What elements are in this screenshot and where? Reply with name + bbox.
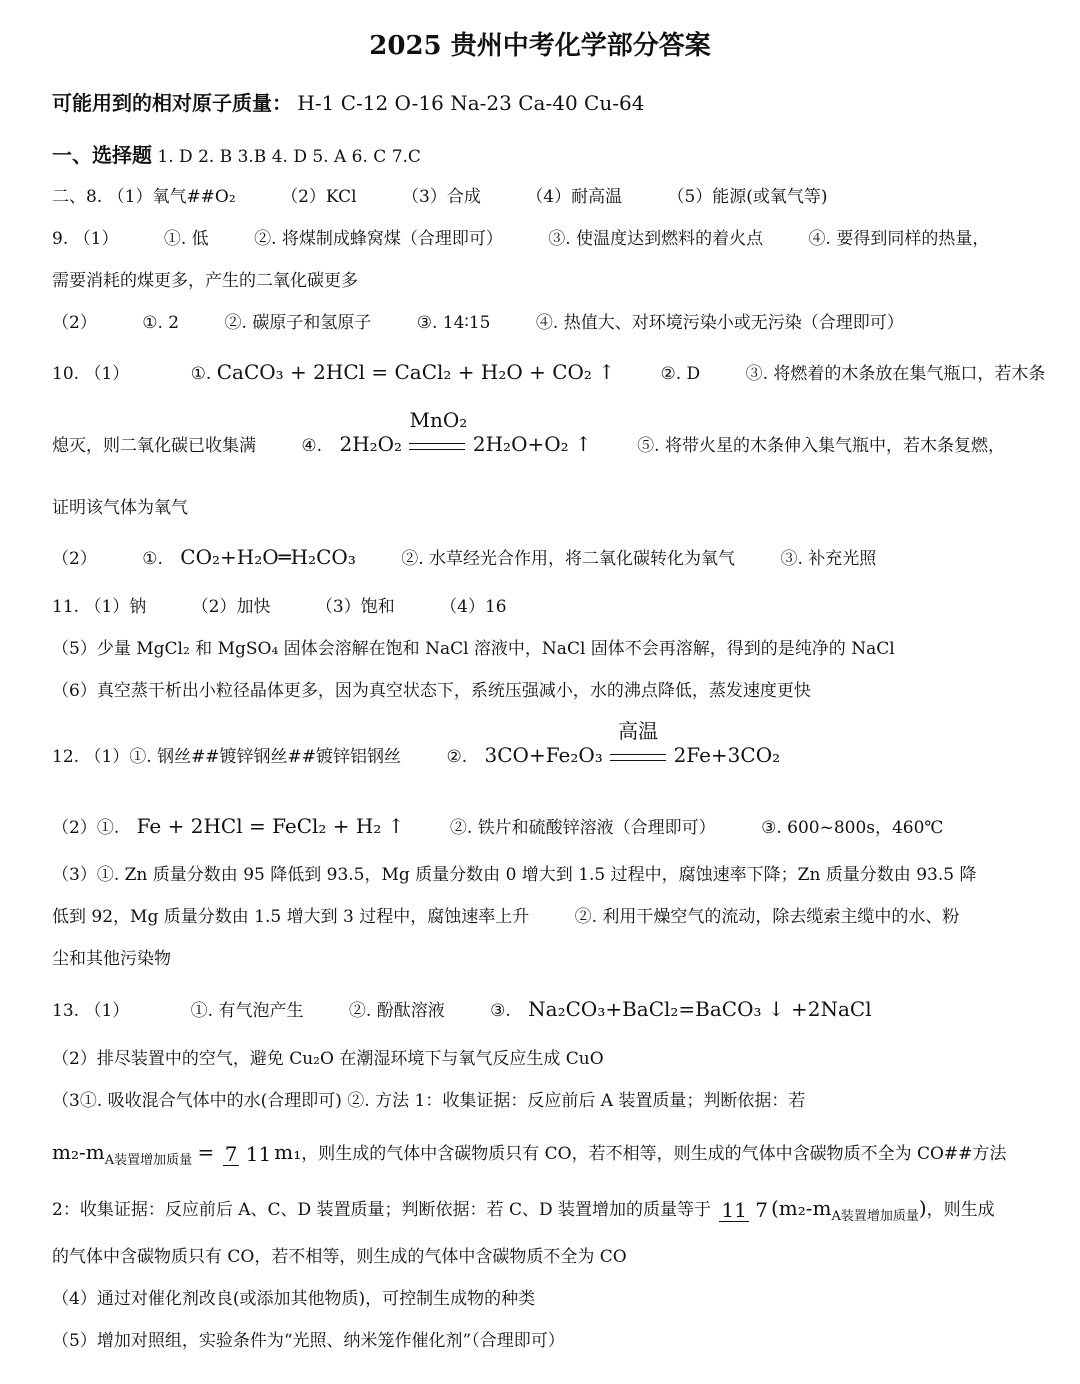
q13-label: 13. （1） <box>52 1001 130 1021</box>
q9-sub-answer-4: ④. 热值大、对环境污染小或无污染（合理即可） <box>535 313 904 333</box>
q10-sub-label: （2） <box>52 549 97 569</box>
q12-num-2: ②. <box>446 747 468 767</box>
q8-part-5: （5）能源(或氧气等) <box>667 187 828 207</box>
q13-line-7: （4）通过对催化剂改良(或添加其他物质)，可控制生成物的种类 <box>52 1289 536 1309</box>
q9-answer-1: ①. 低 <box>163 229 209 249</box>
q11-answer-1: 11. （1）钠 <box>52 597 147 617</box>
q9-line-3 <box>52 312 904 334</box>
q11-answer-2: （2）加快 <box>191 597 271 617</box>
q13-equation: Na₂CO₃+BaCl₂=BaCO₃ ↓ +2NaCl <box>528 997 872 1021</box>
q13-line-5 <box>52 1186 995 1239</box>
q1-label: 一、选择题 <box>52 143 152 167</box>
q10-num-1: ①. <box>190 364 212 384</box>
fraction-numerator: 7 <box>224 1142 238 1166</box>
fraction-denominator: 11 <box>245 1142 272 1166</box>
q13-line-3: （3①. 吸收混合气体中的水(合理即可) ②. 方法 1：收集证据：反应前后 A 装置质量；判断依据：若 <box>52 1091 806 1111</box>
q9-answer-4: ④. 要得到同样的热量， <box>808 229 990 249</box>
q1-line <box>52 144 421 168</box>
q10-answer-2: ②. D <box>660 364 701 384</box>
q13-line-2: （2）排尽装置中的空气，避免 Cu₂O 在潮湿环境下与氧气反应生成 CuO <box>52 1049 604 1069</box>
q13-equals: = <box>197 1140 215 1164</box>
fraction-numerator: 11 <box>721 1198 747 1222</box>
q9-label: 9. （1） <box>52 229 119 249</box>
q11-line-2: （5）少量 MgCl₂ 和 MgSO₄ 固体会溶解在饱和 NaCl 溶液中，NaCl 固体不会再溶解，得到的是纯净的 NaCl <box>52 639 895 659</box>
q13-fraction-7-11 <box>223 1143 272 1166</box>
q13-paren-expr: (m₂-m <box>770 1196 832 1220</box>
page-title: 2025 贵州中考化学部分答案 <box>369 31 711 61</box>
atomic-mass-values: H-1 C-12 O-16 Na-23 Ca-40 Cu-64 <box>297 91 645 115</box>
q12-answer-3b: ②. 利用干燥空气的流动，除去缆索主缆中的水、粉 <box>574 907 960 927</box>
q1-answers: 1. D 2. B 3.B 4. D 5. A 6. C 7.C <box>157 147 421 167</box>
atomic-mass-label: 可能用到的相对原子质量： <box>52 91 292 115</box>
q13-line-6: 的气体中含碳物质只有 CO，若不相等，则生成的气体中含碳物质不全为 CO <box>52 1247 627 1267</box>
q12-equation-2: Fe + 2HCl = FeCl₂ + H₂ ↑ <box>136 814 405 838</box>
q13-paren-close: ) <box>918 1196 927 1220</box>
q13-fraction-11-7 <box>719 1199 768 1222</box>
double-line-sign <box>610 754 666 761</box>
q12-text-4: 低到 92，Mg 质量分数由 1.5 增大到 3 过程中，腐蚀速率上升 <box>52 907 530 927</box>
q10-text-2: 熄灭，则二氧化碳已收集满 <box>52 436 256 456</box>
q9-sub-label: （2） <box>52 313 97 333</box>
q8-part-3: （3）合成 <box>402 187 481 207</box>
q8-part-4: （4）耐高温 <box>526 187 623 207</box>
q10-line-2 <box>52 408 1005 457</box>
q9-sub-answer-3: ③. 14∶15 <box>416 313 491 333</box>
q12-answer-1: 12. （1）①. 钢丝##镀锌钢丝##镀锌铝钢丝 <box>52 747 402 767</box>
q12-line-4 <box>52 906 959 928</box>
q10-answer-3: ③. 将燃着的木条放在集气瓶口，若木条 <box>745 364 1046 384</box>
q10-equation-3: CO₂+H₂O═H₂CO₃ <box>180 545 356 569</box>
q9-sub-answer-2: ②. 碳原子和氢原子 <box>224 313 372 333</box>
q11-answer-3: （3）饱和 <box>315 597 395 617</box>
q11-answer-4: （4）16 <box>440 597 507 617</box>
q12-eq1-reactant: 3CO+Fe₂O₃ <box>484 743 603 767</box>
q13-text-4: ，则生成的气体中含碳物质只有 CO，若不相等，则生成的气体中含碳物质不全为 CO##方法 <box>301 1144 1007 1164</box>
q10-eq2-condition <box>409 408 468 457</box>
q12-line-1 <box>52 719 781 768</box>
q12-sub-answer-2: ②. 铁片和硫酸锌溶液（合理即可） <box>449 818 716 838</box>
q13-line-1 <box>52 998 872 1022</box>
q10-sub-answer-3: ③. 补充光照 <box>780 549 877 569</box>
atomic-mass-line <box>52 92 644 116</box>
q9-sub-answer-1: ①. 2 <box>142 313 180 333</box>
q12-sub-label: （2）①. <box>52 818 120 838</box>
q11-line-1 <box>52 596 507 618</box>
q13-m2: m₂-m <box>52 1140 105 1164</box>
q10-eq2-reactant: 2H₂O₂ <box>339 432 403 456</box>
q8-part-1: 二、8. （1）氧气##O₂ <box>52 187 236 207</box>
q13-answer-1: ①. 有气泡产生 <box>190 1001 304 1021</box>
q13-num-3: ③. <box>490 1001 511 1021</box>
q12-line-3: （3）①. Zn 质量分数由 95 降低到 93.5，Mg 质量分数由 0 增大到 1.5 过程中，腐蚀速率下降；Zn 质量分数由 93.5 降 <box>52 865 977 885</box>
q12-eq1-product: 2Fe+3CO₂ <box>673 743 781 767</box>
q10-sub-num-1: ①. <box>142 549 163 569</box>
q10-line-4 <box>52 546 876 570</box>
q10-eq2-product: 2H₂O+O₂ ↑ <box>472 432 592 456</box>
q13-line-8: （5）增加对照组，实验条件为“光照、纳米笼作催化剂”（合理即可） <box>52 1331 565 1351</box>
q9-line-2: 需要消耗的煤更多，产生的二氧化碳更多 <box>52 271 358 291</box>
q10-label: 10. （1） <box>52 364 130 384</box>
q12-eq1-condition <box>610 719 666 768</box>
q10-sub-answer-2: ②. 水草经光合作用，将二氧化碳转化为氧气 <box>401 549 736 569</box>
q12-line-5: 尘和其他污染物 <box>52 949 171 969</box>
q10-eq2-catalyst: MnO₂ <box>409 408 468 432</box>
q13-text-5: 2：收集证据：反应前后 A、C、D 装置质量；判断依据：若 C、D 装置增加的质量等于 <box>52 1200 711 1220</box>
q13-m1: m₁ <box>274 1140 302 1164</box>
double-line-sign <box>409 443 465 450</box>
q13-text-5b: ，则生成 <box>926 1200 995 1220</box>
q13-paren-subscript: A装置增加质量 <box>831 1209 919 1224</box>
q9-answer-2: ②. 将煤制成蜂窝煤（合理即可） <box>254 229 503 249</box>
q11-line-3: （6）真空蒸干析出小粒径晶体更多，因为真空状态下，系统压强减小，水的沸点降低，蒸发速度更快 <box>52 681 811 701</box>
q12-eq1-temperature: 高温 <box>618 719 659 743</box>
q10-equation-1: CaCO₃ + 2HCl = CaCl₂ + H₂O + CO₂ ↑ <box>216 360 616 384</box>
q13-answer-2: ②. 酚酞溶液 <box>348 1001 445 1021</box>
q8-line <box>52 186 828 208</box>
q9-line-1 <box>52 228 989 250</box>
q9-answer-3: ③. 使温度达到燃料的着火点 <box>548 229 764 249</box>
q12-line-2 <box>52 815 943 839</box>
q10-answer-5: ⑤. 将带火星的木条伸入集气瓶中，若木条复燃， <box>637 436 1005 456</box>
q12-sub-answer-3: ③. 600~800s，460℃ <box>761 818 944 838</box>
q10-num-4: ④. <box>301 436 323 456</box>
q13-line-4 <box>52 1130 1006 1183</box>
q13-m-subscript: A装置增加质量 <box>104 1153 193 1168</box>
q10-line-1 <box>52 361 1045 385</box>
fraction-denominator: 7 <box>755 1198 768 1222</box>
q10-line-3: 证明该气体为氧气 <box>52 498 188 518</box>
q8-part-2: （2）KCl <box>281 187 357 207</box>
